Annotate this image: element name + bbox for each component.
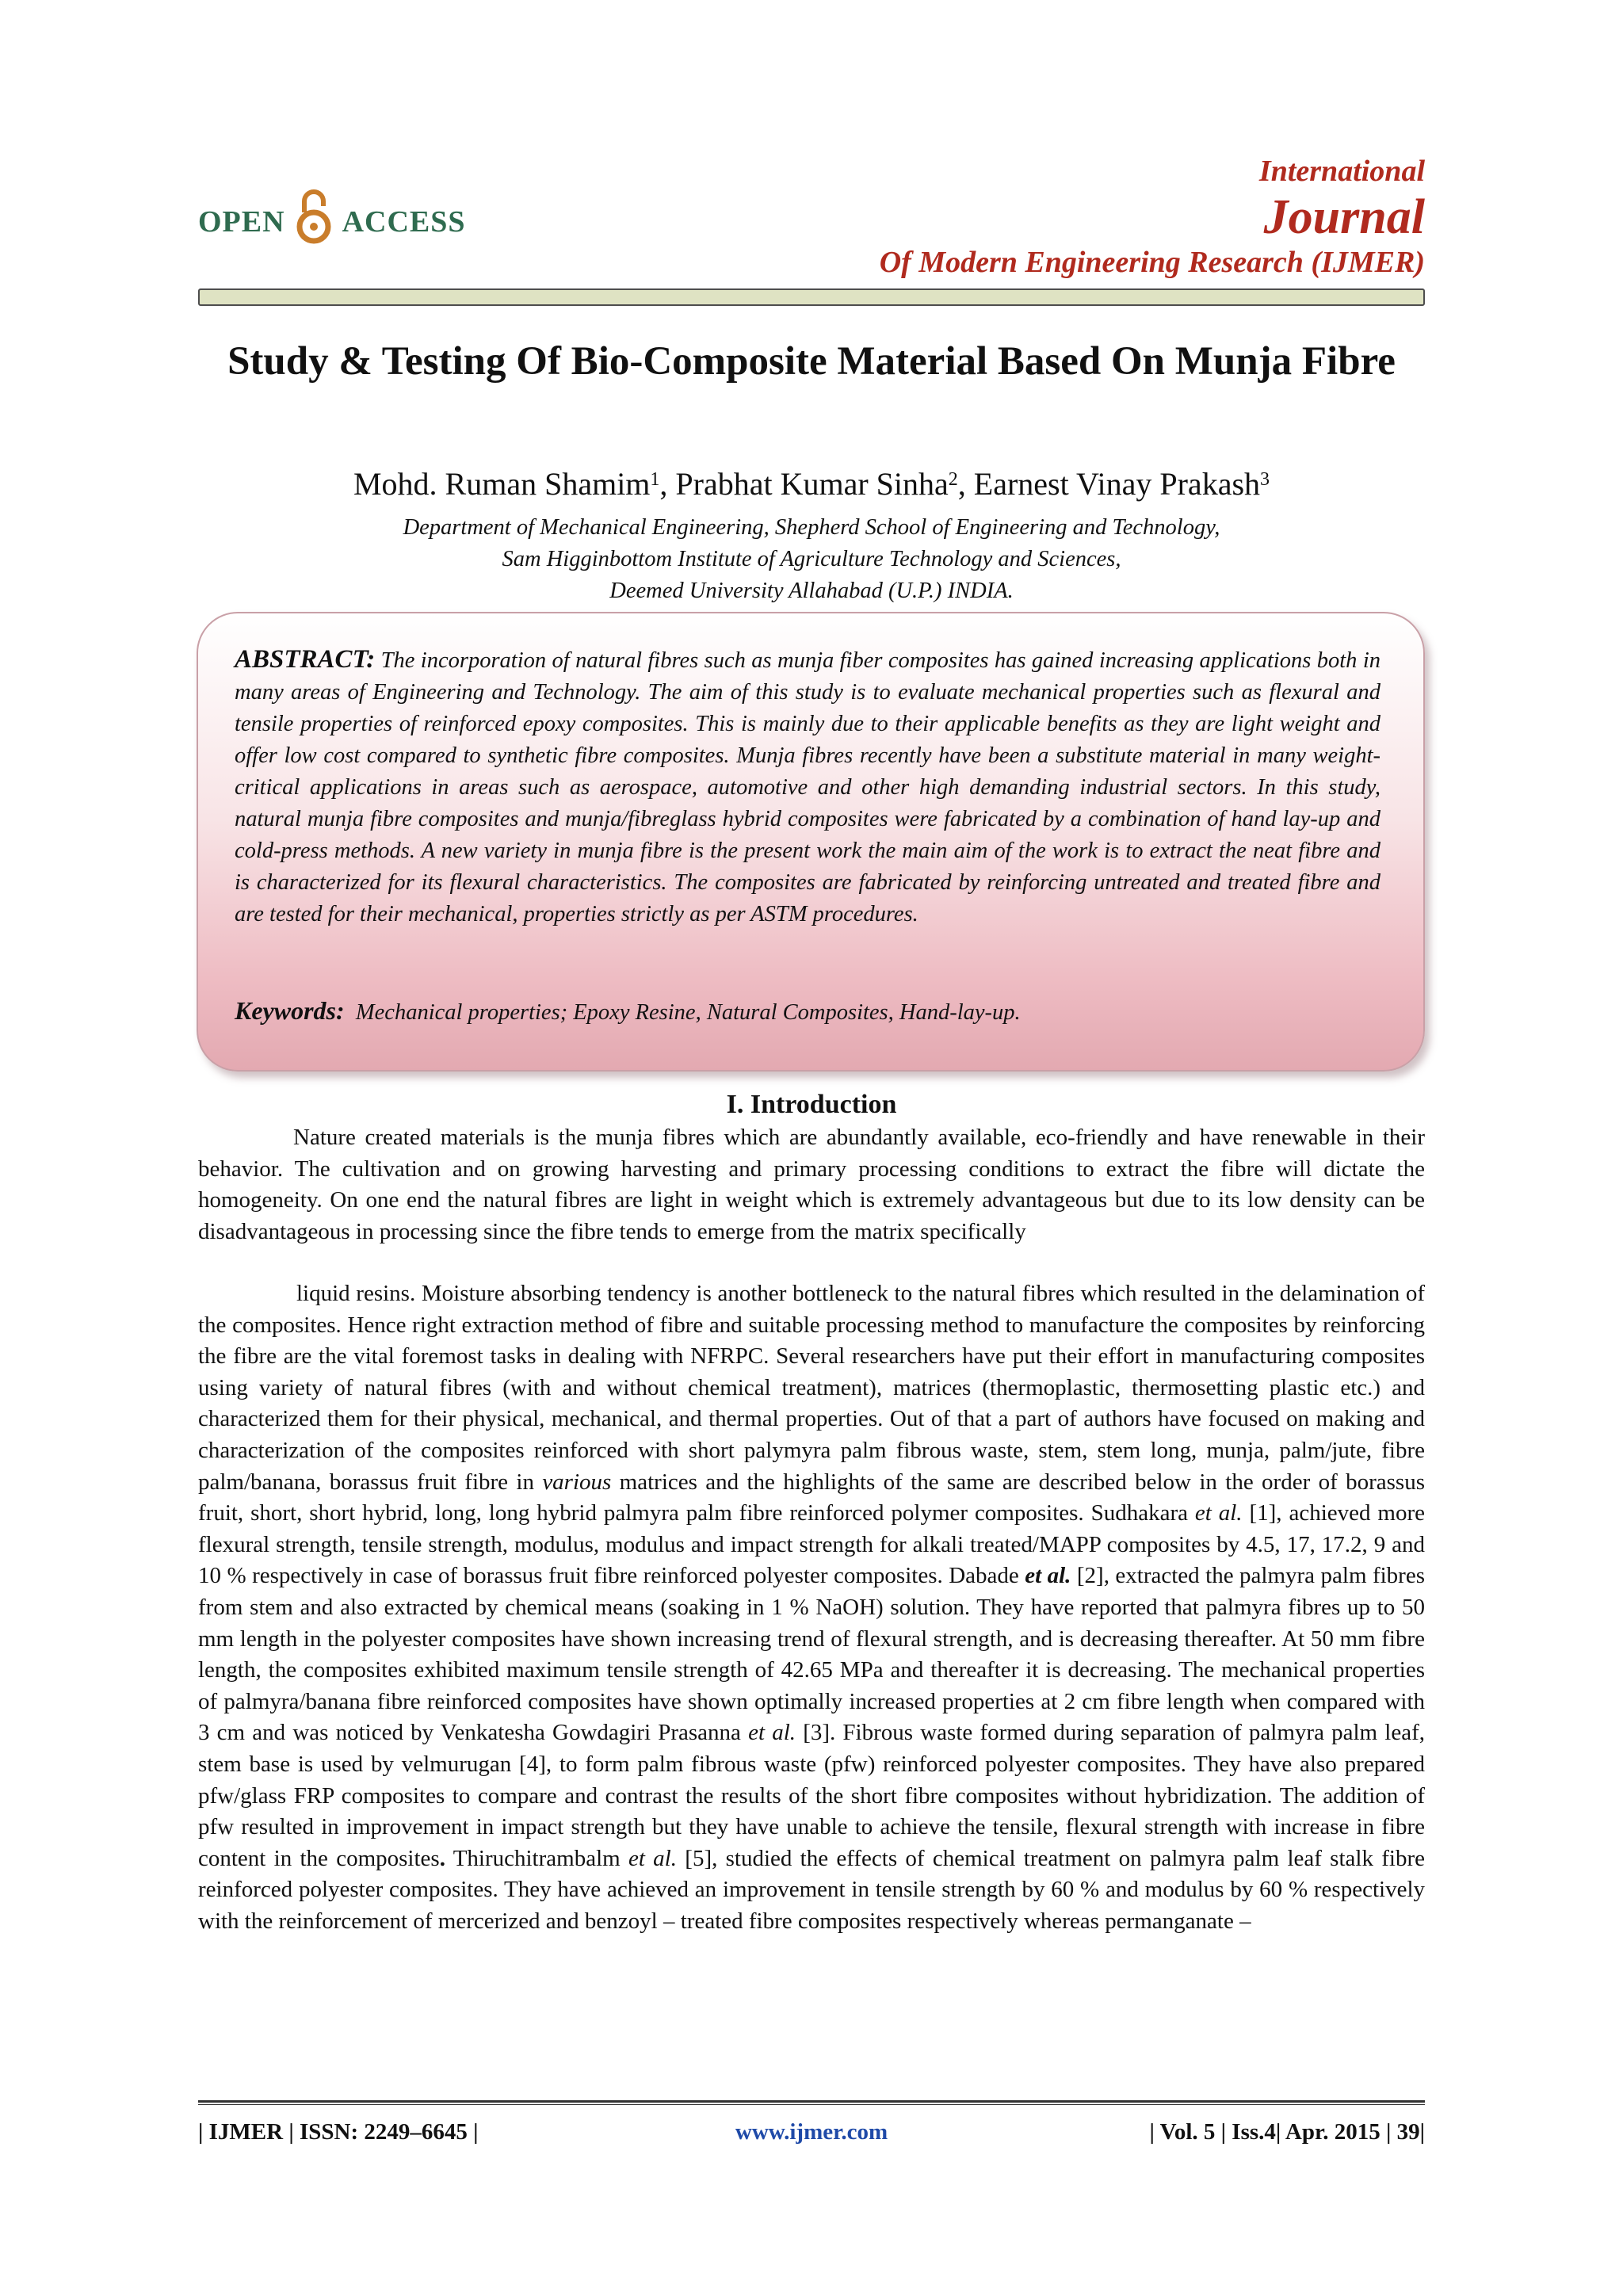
journal-name-line2: Journal [1263,190,1425,244]
citation-etal: et al. [1025,1563,1071,1589]
footer-issn: | IJMER | ISSN: 2249–6645 | [198,2119,479,2145]
text-run: [2], extracted the palmyra palm fibres from stem and also extracted by chemical means (soaking in 1 % NaOH) solution. They have reported that palmyra fibres up to 50 mm length in the polyester composites have shown increasing trend of flexural strength, and is decreasing thereafter. At 50 mm fibre length, the composites exhibited maximum tensile strength of 42.65 MPa and thereafter it is decreasing. The mechanical properties of palmyra/banana fibre reinforced composites have shown optimally increased properties at 2 cm fibre length when compared with 3 cm and was noticed by Venkatesha Gowdagiri Prasanna [198,1563,1425,1746]
author-affiliation-mark: 2 [948,469,958,490]
citation-etal: et al. [1194,1500,1243,1526]
emphasis-text: various [542,1469,612,1495]
text-run: [3]. Fibrous waste formed during separation of palmyra palm leaf, stem base is used by velmurugan [4], to form palm fibrous waste (pfw) reinforced polyester composites. They have also prepared pfw/glass FRP composites to compare and contrast the results of the short fibre composites without hybridization. The addition of pfw resulted in improvement in impact strength but they have unable to achieve the tensile, flexural strength with increase in fibre content in the composites [198,1720,1425,1871]
author-name: Prabhat Kumar Sinha [675,466,949,502]
introduction-paragraph-2 [198,1278,1425,1937]
section-heading-introduction: I. Introduction [726,1090,897,1119]
paper-title: Study & Testing Of Bio-Composite Material Based On Munja Fibre [227,339,1396,384]
text-run: Thiruchitrambalm [445,1845,628,1871]
text-run: . [439,1845,445,1871]
abstract-body: The incorporation of natural fibres such as munja fiber composites has gained increasing applications both in many areas of Engineering and Technology. The aim of this study is to evaluate mechanical properties such as flexural and tensile properties of reinforced epoxy composites. This is mainly due to their applicable benefits as they are light weight and offer low cost compared to synthetic fibre composites. Munja fibres recently have been a substitute material in many weight-critical applications in areas such as aerospace, automotive and other high demanding industrial sectors. In this study, natural munja fibre composites and munja/fibreglass hybrid composites were fabricated by a combination of hand lay-up and cold-press methods. A new variety in munja fibre is the present work the main aim of the work is to extract the neat fibre and is characterized for its flexural characteristics. The composites are fabricated by reinforcing untreated and treated fibre and are tested for their mechanical, properties strictly as per ASTM procedures. [235,648,1381,926]
affiliation-line: Deemed University Allahabad (U.P.) INDIA. [609,579,1014,603]
keywords-text: Mechanical properties; Epoxy Resine, Natural Composites, Hand-lay-up. [355,1000,1021,1025]
footer-rule [198,2104,1425,2105]
citation-etal: et al. [748,1720,796,1746]
text-run: [1], achieved more flexural strength, tensile strength, modulus, modulus and impact strength for alkali treated/MAPP composites by 4.5, 17, 17.2, 9 and 10 % respectively in case of borassus fruit fibre reinforced polyester composites. Dabade [198,1500,1425,1589]
author-separator: , [659,466,676,502]
footer-website-link[interactable]: www.ijmer.com [735,2119,888,2145]
keywords-label: Keywords: [235,996,345,1025]
author-list [198,462,1425,506]
citation-etal: et al. [628,1845,677,1871]
author-affiliation-mark: 3 [1260,469,1270,490]
abstract-paragraph [235,644,1381,930]
introduction-paragraph-1: Nature created materials is the munja fibres which are abundantly available, eco-friendly and have renewable in their behavior. The cultivation and on growing harvesting and primary processing conditions to extract the fibre will dictate the homogeneity. On one end the natural fibres are light in weight which is extremely advantageous but due to its low density can be disadvantageous in processing since the fibre tends to emerge from the matrix specifically [198,1125,1425,1244]
footer-volume-page: | Vol. 5 | Iss.4| Apr. 2015 | 39| [1149,2119,1425,2145]
author-affiliation-mark: 1 [650,469,660,490]
open-access-logo [198,190,466,254]
affiliation-line: Department of Mechanical Engineering, Shepherd School of Engineering and Technology, [403,515,1220,540]
text-run: [5], studied the effects of chemical treatment on palmyra palm leaf stalk fibre reinforced polyester composites. They have achieved an improvement in tensile strength by 60 % and modulus by 60 % respectively with the reinforcement of mercerized and benzoyl – treated fibre composites respectively whereas permanganate – [198,1845,1425,1934]
abstract-label: ABSTRACT: [235,645,376,674]
footer-rule [198,2100,1425,2103]
journal-name-line1: International [1258,155,1425,188]
journal-name-block [880,152,1425,281]
affiliation-line: Sam Higginbottom Institute of Agriculture Technology and Sciences, [502,547,1121,571]
affiliation-block [198,512,1425,607]
open-access-lock-icon [296,189,331,246]
keywords-line [235,995,1381,1029]
author-name: Mohd. Ruman Shamim [353,466,651,502]
text-run: matrices and the highlights of the same are described below in the order of borassus fruit, short, short hybrid, long, long hybrid palmyra palm fibre reinforced polymer composites. Sudhakara [198,1469,1425,1526]
header-divider-bar [198,288,1425,306]
open-access-right-text: ACCESS [342,205,466,239]
journal-name-line3: Of Modern Engineering Research (IJMER) [879,246,1425,279]
page-footer [198,2115,1425,2149]
author-name: Earnest Vinay Prakash [973,466,1261,502]
open-access-left-text: OPEN [198,205,285,239]
author-separator: , [957,466,974,502]
text-run: liquid resins. Moisture absorbing tendency is another bottleneck to the natural fibres which resulted in the delamination of the composites. Hence right extraction method of fibre and suitable processing method to manufacture the composites by reinforcing the fibre are the vital foremost tasks in dealing with NFRPC. Several researchers have put their effort in manufacturing composites using variety of natural fibres (with and without chemical treatment), matrices (thermoplastic, thermosetting plastic etc.) and characterized them for their physical, mechanical, and thermal properties. Out of that a part of authors have focused on making and characterization of the composites reinforced with short palymyra palm fibrous waste, stem, stem long, munja, palm/jute, fibre palm/banana, borassus fruit fibre in [198,1281,1425,1495]
